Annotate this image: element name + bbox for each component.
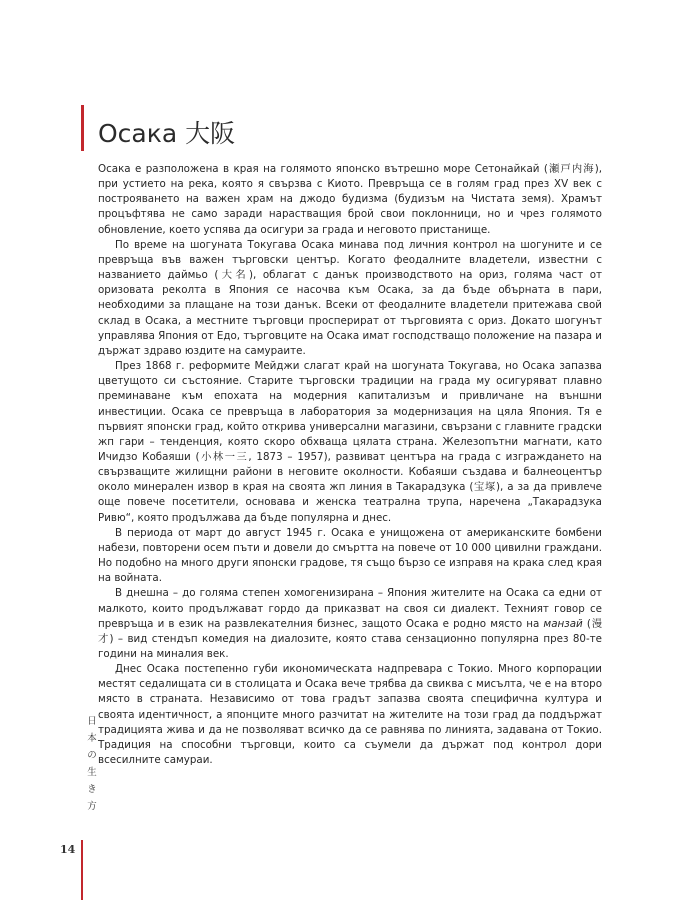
page-number: 14 [60,843,76,856]
paragraph-5 [98,586,602,662]
page-number-accent-bar [81,840,83,900]
article-body [98,162,602,768]
side-char: 日 [87,716,97,727]
side-char: 本 [87,733,97,744]
side-char: 生 [87,767,97,778]
vertical-running-title [86,713,98,815]
paragraph-2: По време на шогуната Токугава Осака минава под личния контрол на шогуните и се превръща във важен търговски център. Когато феодалните владетели, известни с названието даймьо (大名), облагат с данък производството на ориз, голяма част от оризовата реколта в Япония се насочва към Осака, за да бъде обърната в пари, необходими за плащане на този данък. Всеки от феодалните владетели притежава свой склад в Осака, а местните търговци просперират от търговията с ориз. Докато шогунът управлява Япония от Едо, търговците на Осака имат господстващо положение на пазара и държат здраво юздите на самураите. [98,238,602,357]
title-accent-bar [81,105,84,151]
page-title: Осака 大阪 [98,119,236,148]
paragraph-3: През 1868 г. реформите Мейджи слагат край на шогуната Токугава, но Осака запазва цветущото си състояние. Старите търговски традиции на града му осигуряват плавно преминаване към епохата на модерния капитализъм и привличане на външни инвестиции. Осака се превръща в лаборатория за модернизация на цяла Япония. Тя е първият японски град, който открива универсални магазини, свързани с главните градски жп гари – тенденция, която скоро обхваща цялата страна. Железопътни магнати, като Ичидзо Кобаяши (小林一三, 1873 – 1957), развиват центъра на града с изграждането на свързващите жилищни райони в неговите околности. Кобаяши създава и балнеоцентър около минерален извор в края на своята жп линия в Такарадзука (宝塚), а за да привлече още повече посетители, основава и женска театрална трупа, наречена „Такарадзука Ривю“, която продължава да бъде популярна и днес. [98,360,602,524]
paragraph-5-text-b: (漫才) – вид стендъп комедия на диалозите, която става сензационно популярна през 80-те години на миналия век. [98,617,602,660]
paragraph-4: В периода от март до август 1945 г. Осака е унищожена от американските бомбени набези, повторени осем пъти и довели до смъртта на повече от 10 000 цивилни граждани. Но подобно на много други японски градове, тя също бързо се изправя на крака след края на войната. [98,526,602,585]
paragraph-6: Днес Осака постепенно губи икономическата надпревара с Токио. Много корпорации местят седалищата си в столицата и Осака вече трябва да свиква с мисълта, че е на второ място в страната. Независимо от това градът запазва своята специфична култура и своята идентичност, а японците много разчитат на жителите на този град да поддържат традицията жива и да не позволяват всичко да се равнява по линията, задавана от Токио. Традиция на способни търговци, които са съумели да държат под контрол дори всесилните самураи. [98,663,602,767]
side-char: き [87,784,97,795]
paragraph-5-italic-term: манзай [543,617,583,630]
side-char: の [87,750,97,761]
side-char: 方 [87,801,97,812]
paragraph-1: Осака е разположена в края на голямото японско вътрешно море Сетонайкай (瀬戸内海), при устието на река, която я свързва с Киото. Превръща се в голям град през XV век с построяването на важен храм на джодо будизма (будизъм на Чистата земя). Храмът процъфтява не само заради нарастващия брой свои поклонници, но и чрез голямото обновление, което успява да осигури за града и неговото пристанище. [98,163,602,236]
paragraph-5-text-a: В днешна – до голяма степен хомогенизирана – Япония жителите на Осака са едни от малкото, които продължават гордо да приказват на своя си диалект. Техният говор се превръща и в език на развлекателния бизнес, защото Осака е родно място на [98,587,602,630]
